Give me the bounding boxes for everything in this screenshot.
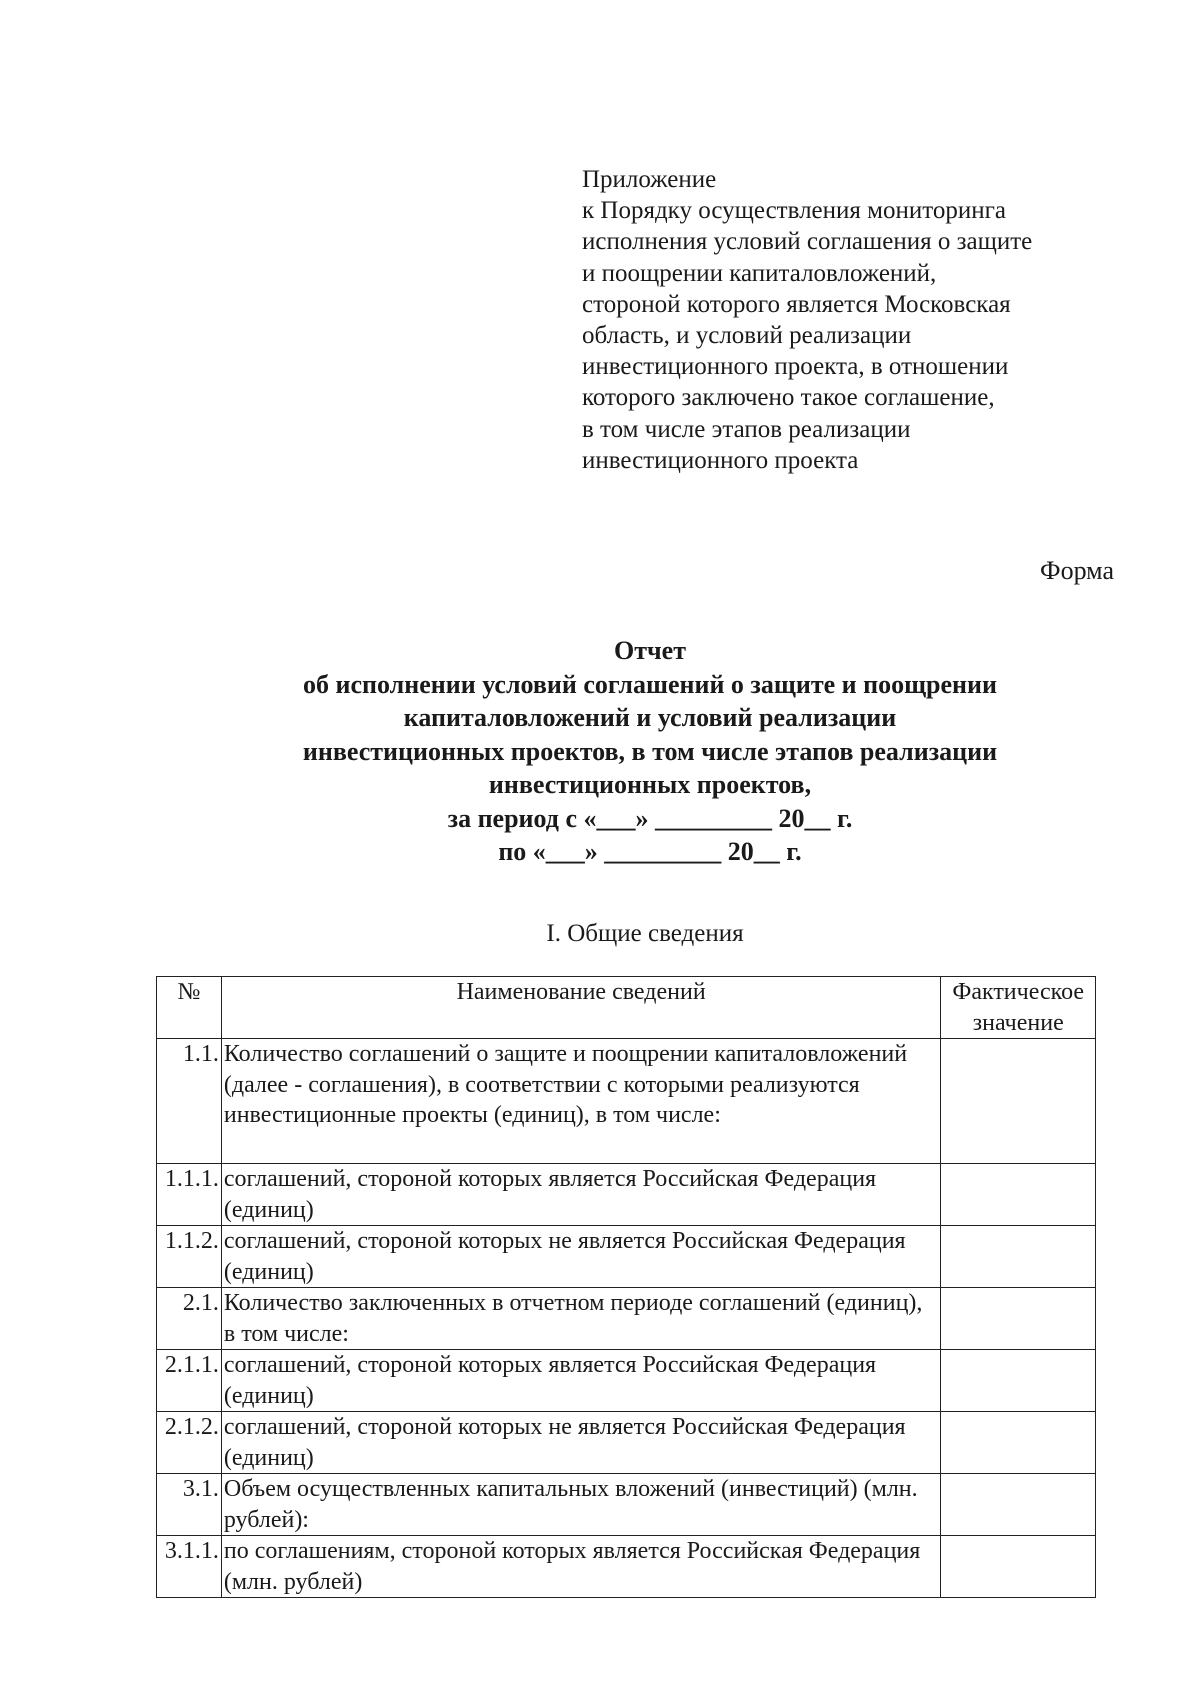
appendix-line: стороной которого является Московская — [582, 290, 1011, 318]
row-num: 1.1.1. — [157, 1164, 222, 1226]
header-name: Наименование сведений — [221, 977, 941, 1039]
row-name: соглашений, стороной которых является Российская Федерация (единиц) — [221, 1350, 941, 1412]
appendix-line: исполнения условий соглашения о защите — [582, 228, 1033, 256]
appendix-line: инвестиционного проекта, в отношении — [582, 353, 1009, 381]
title-line: Отчет — [614, 636, 686, 665]
table-row — [157, 1474, 1096, 1536]
row-value[interactable] — [941, 1536, 1096, 1598]
appendix-line: в том числе этапов реализации — [582, 415, 911, 443]
title-line: инвестиционных проектов, — [488, 770, 812, 799]
table-row — [157, 1288, 1096, 1350]
table-row — [157, 1164, 1096, 1226]
row-value[interactable] — [941, 1288, 1096, 1350]
appendix-line: Приложение — [582, 166, 717, 193]
row-value[interactable] — [941, 1226, 1096, 1288]
table-header-row — [157, 977, 1096, 1039]
row-num: 3.1.1. — [157, 1536, 222, 1598]
row-name: Количество заключенных в отчетном периоде соглашений (единиц), в том числе: — [221, 1288, 941, 1350]
form-label: Форма — [1040, 556, 1114, 585]
row-name: соглашений, стороной которых не является Российская Федерация (единиц) — [221, 1412, 941, 1474]
row-value[interactable] — [941, 1164, 1096, 1226]
row-num: 2.1.1. — [157, 1350, 222, 1412]
title-line: капиталовложений и условий реализации — [403, 703, 897, 732]
title-line: инвестиционных проектов, в том числе этапов реализации — [302, 736, 998, 766]
title-line-period-from: за период с «___» _________ 20__ г. — [447, 803, 853, 833]
row-num: 3.1. — [157, 1474, 222, 1536]
table-row — [157, 1412, 1096, 1474]
table-row — [157, 1039, 1096, 1164]
row-num: 1.1. — [157, 1039, 222, 1164]
row-num: 2.1.2. — [157, 1412, 222, 1474]
row-name: Объем осуществленных капитальных вложений (инвестиций) (млн. рублей): — [221, 1474, 941, 1536]
row-name: соглашений, стороной которых является Российская Федерация (единиц) — [221, 1164, 941, 1226]
row-value[interactable] — [941, 1350, 1096, 1412]
table-row — [157, 1226, 1096, 1288]
row-name: Количество соглашений о защите и поощрении капиталовложений (далее - соглашения), в соответствии с которыми реализуются инвестиционные проекты (единиц), в том числе: — [221, 1039, 941, 1164]
row-num: 2.1. — [157, 1288, 222, 1350]
row-num: 1.1.2. — [157, 1226, 222, 1288]
appendix-line: область, и условий реализации — [582, 322, 912, 350]
header-value: Фактическое значение — [941, 977, 1096, 1039]
section-heading: I. Общие сведения — [546, 920, 744, 947]
appendix-line: инвестиционного проекта — [582, 446, 859, 474]
report-title — [180, 634, 1120, 869]
general-info-table — [156, 976, 1096, 1598]
title-line-period-to: по «___» _________ 20__ г. — [498, 837, 802, 866]
row-value[interactable] — [941, 1474, 1096, 1536]
appendix-header — [582, 164, 1142, 476]
row-value[interactable] — [941, 1412, 1096, 1474]
table-row — [157, 1536, 1096, 1598]
header-num: № — [157, 977, 222, 1039]
appendix-line: к Порядку осуществления мониторинга — [582, 197, 1006, 225]
row-value[interactable] — [941, 1039, 1096, 1164]
row-name: по соглашениям, стороной которых является Российская Федерация (млн. рублей) — [221, 1536, 941, 1598]
row-name: соглашений, стороной которых не является Российская Федерация (единиц) — [221, 1226, 941, 1288]
appendix-line: которого заключено такое соглашение, — [582, 384, 995, 412]
title-line: об исполнении условий соглашений о защите и поощрении — [303, 669, 997, 699]
appendix-line: и поощрении капиталовложений, — [582, 259, 937, 287]
table-row — [157, 1350, 1096, 1412]
